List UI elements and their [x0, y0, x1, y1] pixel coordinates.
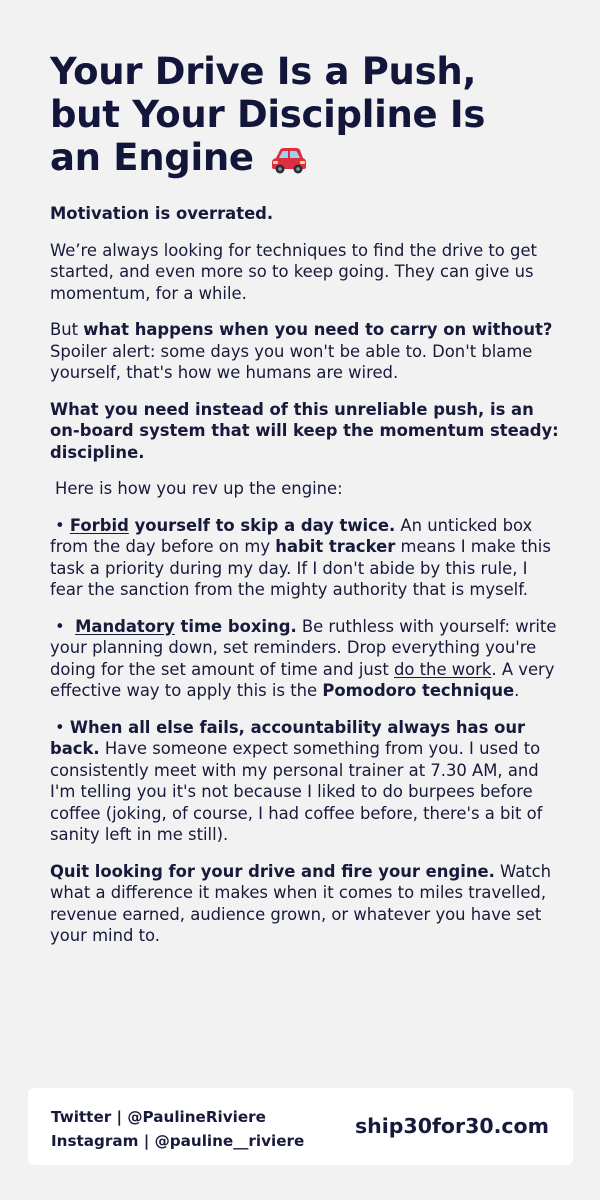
discipline-paragraph: [50, 399, 560, 464]
tip-text: An unticked box from the day before on my: [50, 515, 533, 556]
do-the-work-link[interactable]: do the work: [393, 659, 492, 679]
footer-card: [28, 1088, 573, 1165]
title-line-1: Your Drive Is a Push,: [50, 50, 477, 93]
list-item: [50, 616, 560, 702]
website-link[interactable]: ship30for30.com: [354, 1114, 549, 1138]
question-rest: Spoiler alert: some days you won't be able to. Don't blame yourself, that's how we humans are wired.: [50, 341, 533, 382]
page-title: [50, 50, 560, 183]
tip-text: .: [514, 681, 520, 700]
tip-text: Be ruthless with yourself: write your planning down, set reminders. Drop everything you're doing for the set amount of time and just: [50, 616, 557, 679]
question-paragraph: [50, 319, 560, 384]
tip-heading: When all else fails, accountability always has our back.: [50, 717, 526, 758]
bullet: •: [55, 515, 65, 535]
closing-paragraph: [50, 861, 560, 947]
tip-emphasis: habit tracker: [275, 537, 396, 556]
tip-text: means I make this task a priority during my day. If I don't abide by this rule, I fear the sanction from the mighty authority that is myself.: [50, 537, 551, 599]
lead-text: Motivation is overrated.: [50, 204, 274, 223]
intro-paragraph: We’re always looking for techniques to find the drive to get started, and even more so to keep going. They can give us momentum, for a while.: [50, 240, 537, 303]
closing-text: Watch what a difference it makes when it comes to miles travelled, revenue earned, audience grown, or whatever you have set your mind to.: [50, 861, 552, 945]
tip-heading: time boxing.: [174, 616, 297, 636]
article: [50, 50, 560, 962]
twitter-handle[interactable]: Twitter | @PaulineRiviere: [51, 1108, 266, 1126]
tip-text: Have someone expect something from you. I used to consistently meet with my personal trainer at 7.30 AM, and I'm telling you it's not because I liked to do burpees before coffee (joking, of course, I had coffee before, there's a bit of sanity left in me still).: [50, 739, 543, 844]
question-prefix: But: [50, 320, 84, 339]
list-item: [50, 515, 560, 601]
list-item: [50, 717, 560, 846]
tip-heading: yourself to skip a day twice.: [128, 515, 396, 535]
discipline-text: What you need instead of this unreliable push, is an on-board system that will keep the momentum steady: discipline.: [50, 399, 559, 462]
question-bold: what happens when you need to carry on without?: [83, 320, 553, 339]
article-body: [50, 203, 560, 947]
closing-bold: Quit looking for your drive and fire your engine.: [50, 861, 495, 881]
howto-paragraph: Here is how you rev up the engine:: [55, 479, 343, 498]
bullet: •: [55, 616, 65, 636]
mandatory-link[interactable]: Mandatory: [75, 616, 175, 636]
title-line-3: an Engine: [50, 136, 254, 179]
title-line-2: but Your Discipline Is: [50, 93, 486, 136]
instagram-handle[interactable]: Instagram | @pauline__riviere: [51, 1132, 305, 1150]
tip-text: . A very effective way to apply this is the: [50, 659, 555, 700]
bullet: •: [55, 717, 65, 737]
social-handles: [51, 1105, 304, 1153]
tip-emphasis: Pomodoro technique: [322, 681, 515, 700]
forbid-link[interactable]: Forbid: [69, 515, 129, 535]
lead-paragraph: [50, 203, 560, 225]
red-car-icon: [270, 140, 308, 183]
